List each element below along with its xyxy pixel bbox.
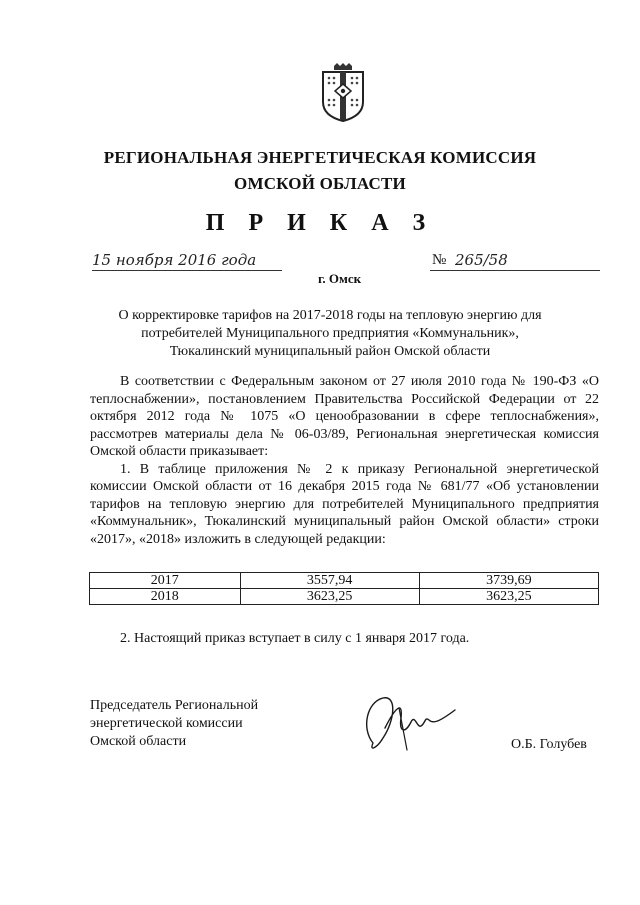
table-row: [90, 573, 599, 589]
signatory-position: [90, 697, 258, 751]
subject-line-3: Тюкалинский муниципальный район Омской области: [169, 344, 491, 359]
org-name-line2: ОМСКОЙ ОБЛАСТИ: [234, 174, 406, 193]
position-line-3: Омской области: [90, 734, 187, 749]
item-2-block: [90, 630, 599, 648]
table-row: [90, 589, 599, 605]
handwritten-signature: [355, 688, 460, 760]
order-date-handwritten: 15 ноября 2016 года: [92, 251, 257, 269]
subject-line-1: О корректировке тарифов на 2017-2018 годы на тепловую энергию для: [118, 308, 542, 323]
signatory-name: О.Б. Голубев: [511, 737, 587, 752]
tariff-table: [89, 572, 599, 605]
city-label: г. Омск: [318, 271, 362, 286]
order-subject: [100, 307, 560, 361]
tariff-cell: 3623,25: [419, 589, 598, 605]
item-2-paragraph: 2. Настоящий приказ вступает в силу с 1 января 2017 года.: [120, 631, 470, 646]
date-underline: [92, 270, 282, 271]
tariff-cell: 3557,94: [240, 573, 419, 589]
subject-line-2: потребителей Муниципального предприятия «Коммунальник»,: [141, 326, 519, 341]
position-line-1: Председатель Региональной: [90, 698, 259, 713]
document-title: П Р И К А З: [205, 210, 435, 236]
tariff-cell: 3623,25: [240, 589, 419, 605]
year-cell: 2017: [90, 573, 241, 589]
item-1-paragraph: 1. В таблице приложения № 2 к приказу Региональной энергетической комиссии Омской области от 16 декабря 2015 года № 681/77 «Об установлении тарифов на тепловую энергию для потребителей Муниципального предприятия «Коммунальник», Тюкалинский муниципальный район Омской области» строки «2017», «2018» изложить в следующей редакции:: [90, 461, 599, 547]
year-cell: 2018: [90, 589, 241, 605]
position-line-2: энергетической комиссии: [90, 716, 243, 731]
omsk-coat-of-arms-emblem: [320, 62, 366, 122]
intro-paragraph: В соответствии с Федеральным законом от 27 июля 2010 года № 190-ФЗ «О теплоснабжении», постановлением Правительства Российской Федерации от 22 октября 2012 года № 1075 «О ценообразовании в сфере теплоснабжения», рассмотрев материалы дела № 06-03/89, Региональная энергетическая комиссия Омской области приказывает:: [90, 374, 599, 459]
order-number-handwritten: 265/58: [455, 251, 508, 269]
number-underline: [430, 270, 600, 271]
order-body: [90, 373, 599, 548]
org-name-line1: РЕГИОНАЛЬНАЯ ЭНЕРГЕТИЧЕСКАЯ КОМИССИЯ: [103, 148, 537, 167]
order-number-prefix: №: [432, 252, 447, 268]
tariff-cell: 3739,69: [419, 573, 598, 589]
